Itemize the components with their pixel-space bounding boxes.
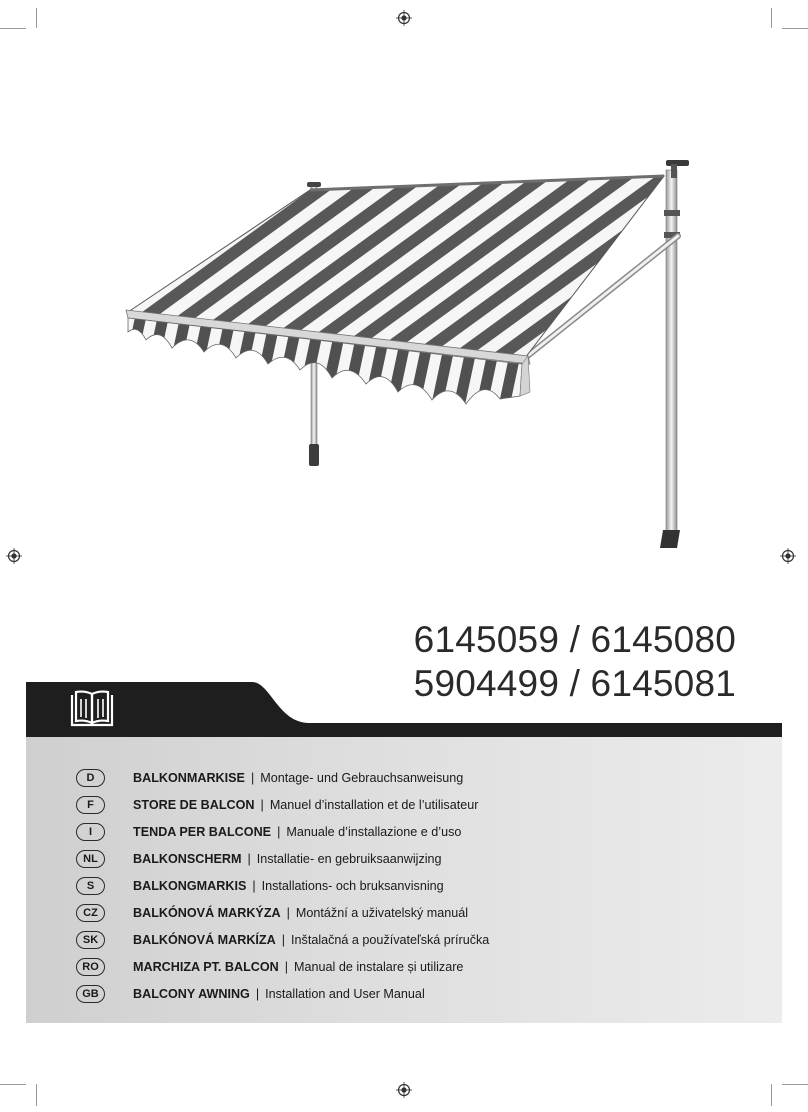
language-list [76, 764, 776, 1007]
language-entry [133, 852, 442, 866]
separator: | [252, 878, 256, 893]
language-title: BALKONSCHERM [133, 851, 242, 866]
language-entry [133, 771, 463, 785]
language-row [76, 980, 776, 1007]
open-book-icon [68, 689, 116, 729]
crop-mark [36, 1084, 37, 1106]
language-code-badge: CZ [76, 904, 105, 922]
language-entry [133, 906, 468, 920]
language-row [76, 899, 776, 926]
language-title: BALKONMARKISE [133, 770, 245, 785]
language-row [76, 818, 776, 845]
language-row [76, 791, 776, 818]
separator: | [281, 932, 286, 947]
language-subtitle: Montážní a uživatelský manuál [295, 905, 469, 920]
language-subtitle: Manuale d’installazione e d’uso [286, 824, 462, 839]
crop-mark [771, 1084, 772, 1106]
language-row [76, 953, 776, 980]
language-entry [133, 960, 463, 974]
language-title: BALKÓNOVÁ MARKÍZA [133, 932, 276, 947]
language-subtitle: Inštalačná a používateľská príručka [291, 932, 490, 947]
language-entry [133, 798, 478, 812]
language-title: MARCHIZA PT. BALCON [133, 959, 279, 974]
language-code-badge: GB [76, 985, 105, 1003]
language-code-badge: S [76, 877, 105, 895]
separator: | [286, 905, 290, 920]
language-code-badge: NL [76, 850, 105, 868]
language-subtitle: Manuel d’installation et de l’utilisateur [269, 797, 479, 812]
language-code-badge: F [76, 796, 105, 814]
separator: | [277, 824, 281, 839]
language-title: BALKONGMARKIS [133, 878, 247, 893]
language-entry [133, 825, 461, 839]
language-title: STORE DE BALCON [133, 797, 255, 812]
product-codes-line-2: 5904499 / 6145081 [413, 663, 736, 704]
product-codes-line-1: 6145059 / 6145080 [413, 619, 736, 660]
crop-mark [782, 1084, 808, 1085]
separator: | [284, 959, 289, 974]
language-subtitle: Installation and User Manual [265, 986, 425, 1001]
separator: | [250, 770, 255, 785]
language-title: BALCONY AWNING [133, 986, 250, 1001]
separator: | [247, 851, 251, 866]
language-entry [133, 933, 489, 947]
language-subtitle: Manual de instalare și utilizare [294, 959, 464, 974]
language-code-badge: D [76, 769, 105, 787]
separator: | [255, 986, 260, 1001]
language-code-badge: SK [76, 931, 105, 949]
language-row [76, 926, 776, 953]
language-entry [133, 987, 425, 1001]
header-band [26, 682, 782, 738]
crop-mark [0, 1084, 26, 1085]
language-code-badge: RO [76, 958, 105, 976]
registration-mark-icon [396, 1082, 412, 1098]
language-subtitle: Montage- und Gebrauchsanweisung [260, 770, 464, 785]
language-row [76, 764, 776, 791]
language-row [76, 845, 776, 872]
language-entry [133, 879, 444, 893]
language-title: TENDA PER BALCONE [133, 824, 272, 839]
language-title: BALKÓNOVÁ MARKÝZA [133, 905, 281, 920]
language-subtitle: Installatie- en gebruiksaanwijzing [256, 851, 442, 866]
separator: | [260, 797, 264, 812]
language-code-badge: I [76, 823, 105, 841]
language-row [76, 872, 776, 899]
language-subtitle: Installations- och bruksanvisning [261, 878, 444, 893]
